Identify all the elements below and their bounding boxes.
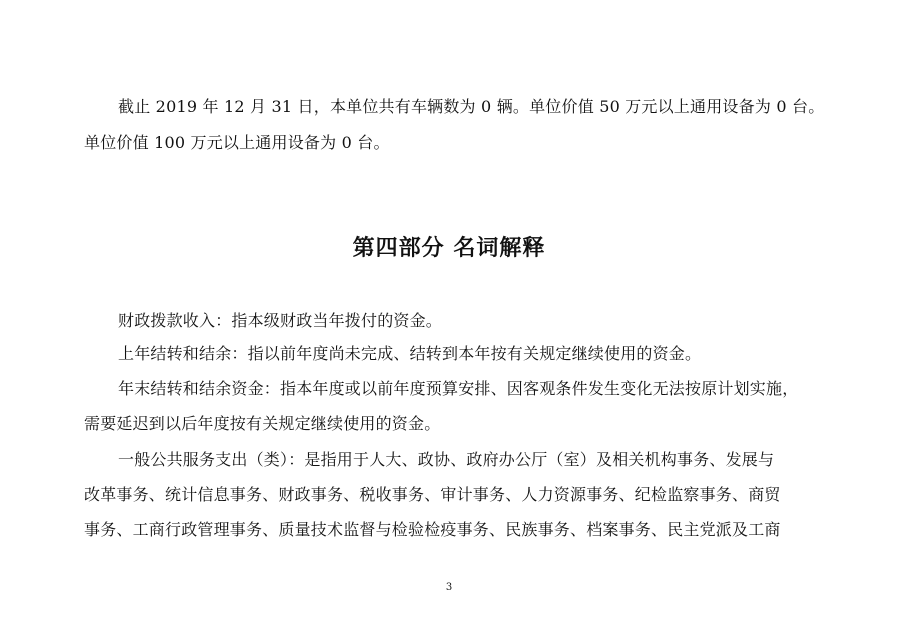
term-prior-year-carryover: 上年结转和结余：指以前年度尚未完成、结转到本年按有关规定继续使用的资金。 (118, 344, 702, 363)
term-public-services-line-1: 一般公共服务支出（类）：是指用于人大、政协、政府办公厅（室）及相关机构事务、发展与 (118, 450, 775, 469)
intro-line-2: 单位价值 100 万元以上通用设备为 0 台。 (84, 133, 390, 152)
term-year-end-carryover-line-2: 需要延迟到以后年度按有关规定继续使用的资金。 (84, 414, 441, 433)
term-year-end-carryover-line-1: 年末结转和结余资金：指本年度或以前年度预算安排、因客观条件发生变化无法按原计划实施， (118, 379, 799, 398)
page-number: 3 (445, 582, 453, 593)
term-public-services-line-3: 事务、工商行政管理事务、质量技术监督与检验检疫事务、民族事务、档案事务、民主党派及工商 (84, 520, 781, 539)
term-public-services-line-2: 改革事务、统计信息事务、财政事务、税收事务、审计事务、人力资源事务、纪检监察事务、商贸 (84, 485, 781, 504)
term-fiscal-allocation: 财政拨款收入：指本级财政当年拨付的资金。 (118, 311, 443, 330)
section-title: 第四部分 名词解释 (352, 236, 546, 261)
intro-line-1: 截止 2019 年 12 月 31 日，本单位共有车辆数为 0 辆。单位价值 50 万元以上通用设备为 0 台。 (118, 97, 825, 116)
